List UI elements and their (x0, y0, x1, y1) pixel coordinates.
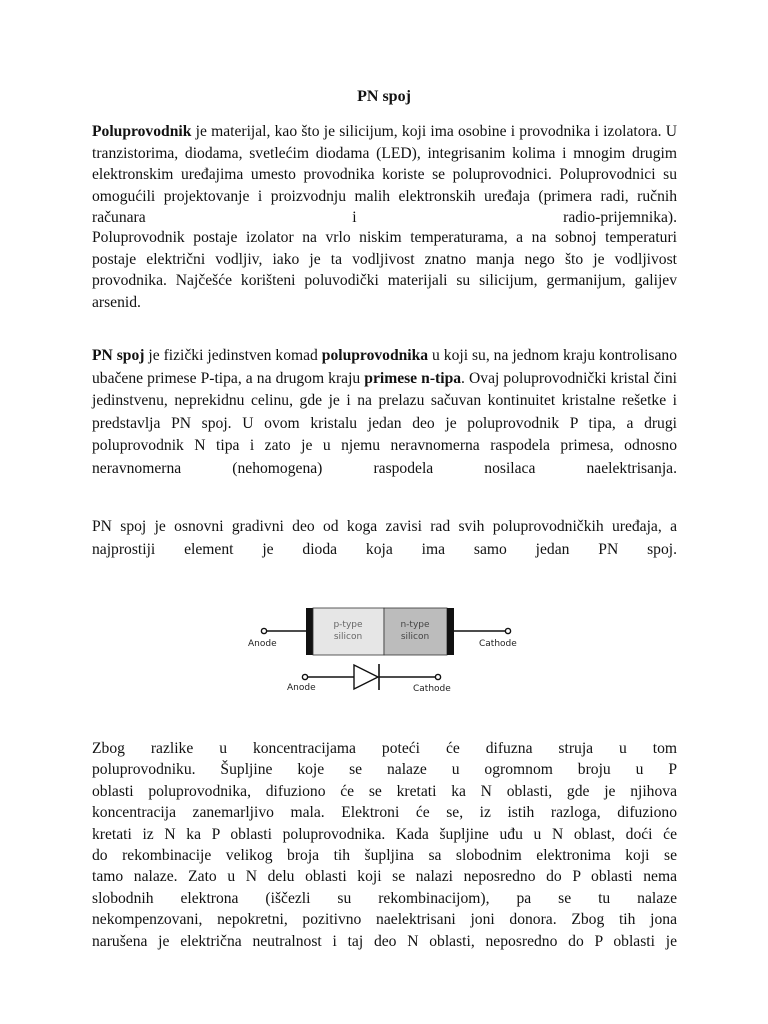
paragraph-line: poluprovodniku. Šupljine koje se nalaze u ogromnom broju u P (92, 761, 677, 779)
cathode-terminal-bottom (435, 674, 440, 679)
anode-label-bottom: Anode (287, 683, 316, 693)
paragraph-text: je materijal, kao što je silicijum, koji ima osobine i provodnika i izolatora. U tranzistorima, diodama, svetlećim diodama (LED), integrisanim kolima i mnogim drugim elektronskim uređajima umesto provodnika koriste se poluprovodnici. Poluprovodnici su omogućili projektovanje i proizvodnju malih elektronskih uređaja (primera radi, ručnih računara i radio-prijemnika). (92, 123, 677, 226)
paragraph-diffusion (92, 738, 677, 952)
cathode-label-bottom: Cathode (413, 684, 451, 694)
p-type-label: p-type (333, 620, 363, 630)
paragraph-pn-junction-role (92, 515, 677, 561)
anode-terminal-bottom (302, 674, 307, 679)
term-primese-n-tipa: primese n-tipa (364, 369, 462, 387)
paragraph-line: kretati iz N ka P oblasti poluprovodnika. Kada šupljine uđu u N oblast, doći će (92, 825, 677, 843)
paragraph-text: u koji su, na jednom kraju kontrolisano ubačene primese P-tipa, a na drugom kraju (92, 347, 677, 387)
paragraph-text: PN spoj je osnovni gradivni deo od koga zavisi rad svih poluprovodničkih uređaja, a najprostiji element je dioda koja ima samo jedan PN spoj. (92, 518, 677, 558)
pn-diode-diagram (240, 600, 530, 700)
p-silicon-label: silicon (333, 632, 363, 642)
cathode-terminal-top (505, 628, 510, 633)
term-poluprovodnik: Poluprovodnik (92, 123, 192, 140)
paragraph-text: je fizički jedinstven komad (144, 347, 322, 364)
paragraph-line: tamo nalaze. Zato u N delu oblasti koji se nalazi neposredno do P oblasti nema (92, 868, 677, 886)
paragraph-text: . Ovaj poluprovodnički kristal čini jedinstvenu, neprekidnu celinu, gde je i na prelazu sačuvan kontinuitet kristalne rešetke i predstavlja PN spoj. U ovom kristalu jedan deo je poluprovodnik P tipa, a drugi poluprovodnik N tipa i zato je u njemu neravnomerna raspodela primesa, odnosno neravnomerna (nehomogena) raspodela nosilaca naelektrisanja. (92, 369, 677, 477)
n-type-label: n-type (400, 620, 430, 630)
page-title: PN spoj (357, 88, 411, 105)
paragraph-line: slobodnih elektrona (iščezli su rekombinacijom), pa se tu nalaze (92, 889, 677, 907)
anode-label-top: Anode (248, 639, 277, 649)
paragraph-line: do rekombinacije velikog broja tih šupljina sa slobodnim elektronima koji se (92, 847, 677, 865)
paragraph-semiconductor-conductivity (92, 227, 677, 313)
paragraph-line: oblasti poluprovodnika, difuziono će se kretati ka N oblasti, gde je njihova (92, 782, 677, 800)
cathode-label-top: Cathode (479, 639, 517, 649)
paragraph-semiconductor-definition (92, 121, 677, 229)
term-poluprovodnika: poluprovodnika (321, 347, 429, 364)
paragraph-line: koncentracija zanemarljivo mala. Elektroni će se, iz istih razloga, difuziono (92, 804, 677, 822)
cathode-contact (447, 608, 454, 655)
paragraph-line: Zbog razlike u koncentracijama poteći će difuzna struja u tom (92, 740, 677, 757)
paragraph-line: nekompenzovani, nepokretni, pozitivno naelektrisani joni donora. Zbog tih jona (92, 911, 677, 929)
paragraph-pn-junction-definition (92, 345, 677, 481)
term-pn-spoj: PN spoj (92, 347, 145, 364)
anode-terminal-top (261, 628, 266, 633)
paragraph-text: Poluprovodnik postaje izolator na vrlo niskim temperaturama, a na sobnoj temperaturi postaje električni vodljiv, iako je ta vodljivost znatno manja nego što je vodljivost provodnika. Najčešće korišteni poluvodički materijali su silicijum, germanijum, galijev arsenid. (92, 229, 677, 311)
paragraph-line: narušena je električna neutralnost i taj deo N oblasti, neposredno do P oblasti je (92, 932, 677, 950)
n-silicon-label: silicon (400, 632, 430, 642)
diode-triangle (354, 665, 378, 689)
anode-contact (306, 608, 313, 655)
